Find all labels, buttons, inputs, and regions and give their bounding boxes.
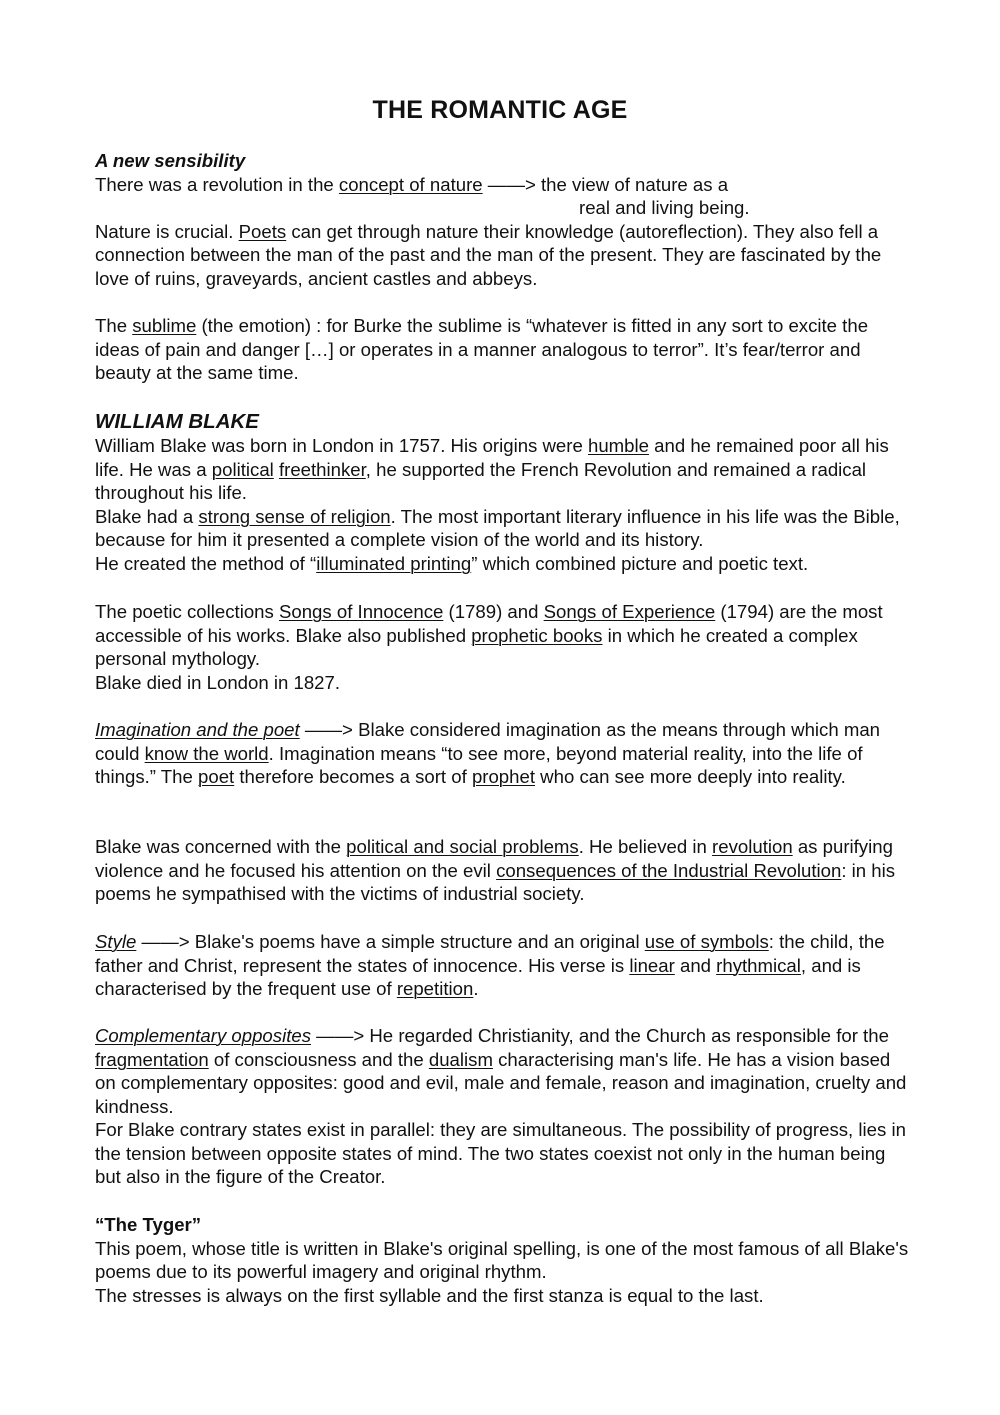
underlined-term: concept of nature [338,173,483,195]
paragraph: The stresses is always on the first syllable and the first stanza is equal to the last. [95,1284,764,1306]
section-style [95,930,915,1001]
text-run: : in his poems he sympathised with the victims of industrial society. [95,859,896,904]
paragraph [95,173,915,197]
text-run: , he supported the French Revolution and remained a radical throughout his life. [95,458,867,503]
paragraph [95,600,915,671]
underlined-term: illuminated printing [316,552,472,574]
section-opposites [95,1024,915,1189]
text-run: Nature is crucial. [95,220,239,242]
paragraph-sublime [95,314,915,385]
underlined-term: Poets [238,220,287,242]
underlined-term: Songs of Innocence [278,601,444,622]
underlined-term: fragmentation [95,1048,209,1070]
text-run: in which he created a complex personal mythology. [95,624,858,669]
underlined-term: linear [629,954,675,976]
underlined-term: Style [95,931,137,952]
underlined-term: prophetic books [471,624,603,646]
text-run: as purifying violence and he focused his attention on the evil [95,836,893,881]
underlined-term: know the world [144,742,269,764]
text-run: (the emotion) : for Burke the sublime is “whatever is fitted in any sort to excite the ideas of pain and danger […] or operates in a manner analogous to terror”. It’s fear/terror and beauty at the same time. [95,315,869,383]
section-heading: “The Tyger” [95,1214,202,1235]
section-blake-bio [95,409,915,575]
section-sensibility [95,149,915,290]
text-run: ——> He regarded Christianity, and the Church as responsible for the [311,1025,889,1046]
text-run: characterising man's life. He has a vision based on complementary opposites: good and evil, male and female, reason and imagination, cruelty and kindness. [95,1048,907,1117]
paragraph [95,1024,915,1118]
text-run: and [674,954,717,976]
underlined-term: political [211,458,274,480]
text-run: The poetic collections [95,601,279,622]
text-run: (1789) and [443,601,544,622]
text-run: William Blake was born in London in 1757. His origins were [95,435,588,456]
underlined-term: strong sense of religion [198,505,391,527]
underlined-term: repetition [396,978,474,999]
text-run: ——> Blake's poems have a simple structure and an original [136,931,645,952]
section-blake-works [95,600,915,694]
text-run: ——> the view of nature as a [482,173,729,195]
text-run: There was a revolution in the [95,173,339,195]
text-run: . He believed in [578,836,713,857]
text-run: He created the method of “ [95,552,317,574]
underlined-term: Imagination and the poet [95,719,300,740]
text-run: and he remained poor all his life. He was a [95,435,889,480]
paragraph [95,835,915,906]
underlined-term: rhythmical [716,954,801,976]
text-run: . Imagination means “to see more, beyond material reality, into the life of things.” The [95,742,863,787]
underlined-term: dualism [428,1048,493,1070]
paragraph-continuation: real and living being. [579,197,750,218]
underlined-term: consequences of the Industrial Revolution [496,859,842,881]
underlined-term: political and social problems [346,836,579,857]
underlined-term: Songs of Experience [543,601,716,622]
text-run: , and is characterised by the frequent use of [95,954,861,999]
underlined-term: humble [587,435,649,456]
paragraph [95,552,915,576]
text-run: The [95,315,133,336]
paragraph [95,671,915,695]
text-run: Blake died in London in 1827. [95,671,341,693]
section-heading: WILLIAM BLAKE [95,410,259,433]
paragraph [95,434,915,505]
text-run: therefore becomes a sort of [234,766,472,787]
text-run: ——> Blake considered imagination as the means through which man could [95,719,881,764]
underlined-term: prophet [471,766,536,787]
text-run: Blake was concerned with the [95,836,347,857]
paragraph [95,718,915,789]
text-run: For Blake contrary states exist in parallel: they are simultaneous. The possibility of progress, lies in the tension between opposite states of mind. The two states coexist not only in the human being but also in the figure of the Creator. [95,1119,906,1187]
underlined-term: poet [198,766,235,787]
paragraph [95,220,915,291]
underlined-term: sublime [132,315,197,336]
text-run: : the child, the father and Christ, represent the states of innocence. His verse is [95,931,885,976]
text-run: can get through nature their knowledge (autoreflection). They also fell a connection between the man of the past and the man of the present. They are fascinated by the love of ruins, graveyards, ancient castles and abbeys. [95,220,882,289]
text-run: of consciousness and the [208,1048,429,1070]
underlined-term: Complementary opposites [95,1025,311,1046]
section-imagination [95,718,915,789]
text-run: . The most important literary influence in his life was the Bible, because for him it presented a complete vision of the world and its history. [95,505,900,550]
paragraph [95,314,915,385]
text-run: who can see more deeply into reality. [535,766,846,787]
paragraph [95,505,915,552]
section-tyger [95,1213,915,1307]
text-run: . [473,978,479,999]
section-politics [95,835,915,906]
text-run: (1794) are the most accessible of his works. Blake also published [95,601,883,646]
underlined-term: use of symbols [644,931,769,952]
paragraph [95,930,915,1001]
text-run: Blake had a [95,505,199,527]
text-run: ” which combined picture and poetic text. [471,552,809,574]
underlined-term: revolution [712,836,793,857]
underlined-term: freethinker [278,458,366,480]
section-heading: A new sensibility [95,150,246,171]
page-title: THE ROMANTIC AGE [372,96,628,124]
paragraph: This poem, whose title is written in Blake's original spelling, is one of the most famous of all Blake's poems due to its powerful imagery and original rhythm. [95,1237,909,1282]
paragraph [95,1118,915,1189]
